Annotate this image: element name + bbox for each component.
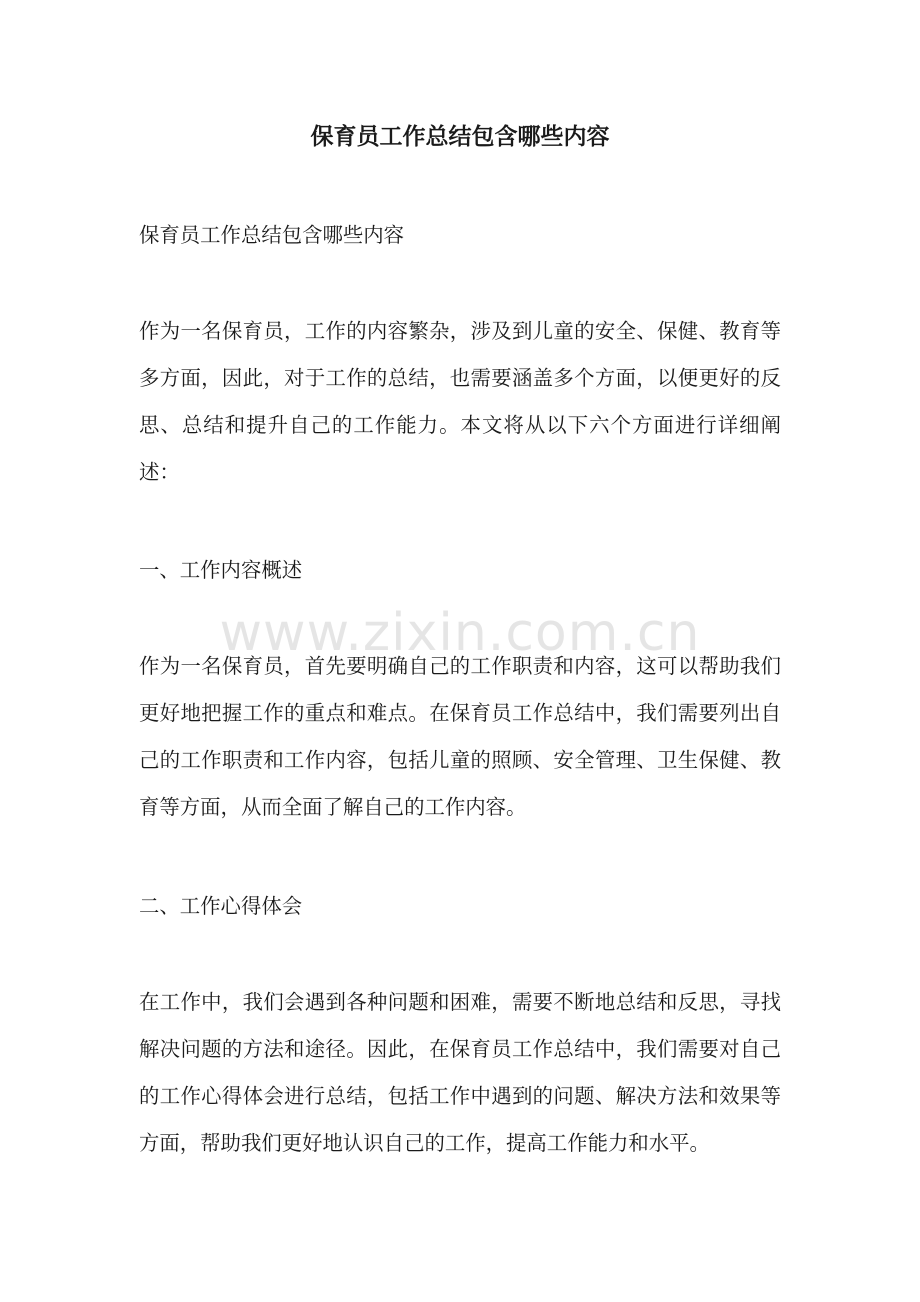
watermark: www.zixin.com.cn — [219, 603, 701, 663]
document-title: 保育员工作总结包含哪些内容 — [310, 123, 610, 150]
section-body-1: 作为一名保育员，首先要明确自己的工作职责和内容，这可以帮助我们更好地把握工作的重点和难点。在保育员工作总结中，我们需要列出自己的工作职责和工作内容，包括儿童的照顾、安全管理、卫生保健、教育等方面，从而全面了解自己的工作内容。 — [139, 654, 781, 819]
section-body-2: 在工作中，我们会遇到各种问题和困难，需要不断地总结和反思，寻找解决问题的方法和途径。因此，在保育员工作总结中，我们需要对自己的工作心得体会进行总结，包括工作中遇到的问题、解决方法和效果等方面，帮助我们更好地认识自己的工作，提高工作能力和水平。 — [139, 990, 781, 1155]
intro-paragraph: 作为一名保育员，工作的内容繁杂，涉及到儿童的安全、保健、教育等多方面，因此，对于工作的总结，也需要涵盖多个方面，以便更好的反思、总结和提升自己的工作能力。本文将从以下六个方面进行详细阐述： — [139, 319, 781, 484]
section-heading-1: 一、工作内容概述 — [139, 558, 303, 582]
document-subtitle: 保育员工作总结包含哪些内容 — [139, 223, 405, 247]
section-heading-2: 二、工作心得体会 — [139, 894, 303, 918]
